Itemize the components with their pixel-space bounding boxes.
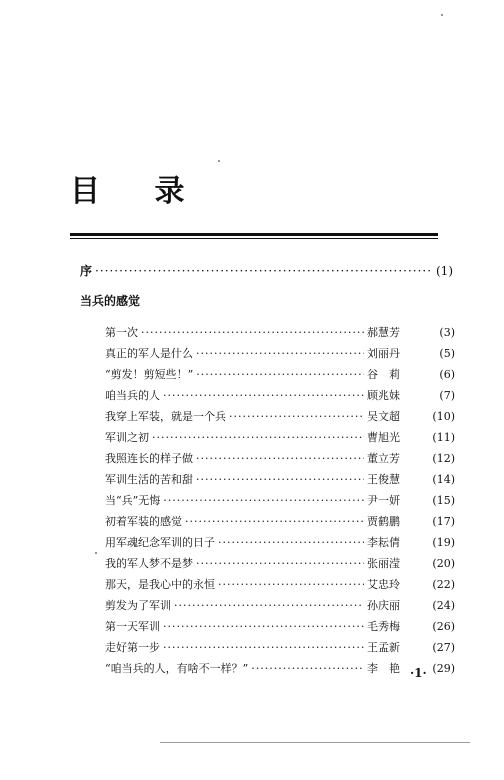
dot-leader	[196, 448, 364, 469]
dot-leader	[251, 658, 364, 679]
entry-page: (12)	[432, 452, 455, 465]
entry-title: 第一天军训	[105, 620, 160, 633]
dot-leader	[152, 427, 364, 448]
entry-title: 当“兵”无悔	[105, 494, 161, 507]
entry-title: 第一次	[105, 326, 138, 339]
entry-page: (26)	[432, 620, 455, 633]
entry-author: 张丽滢	[367, 557, 400, 570]
entry-author: 王俊慧	[367, 473, 400, 486]
entry-title: 军训生活的苦和甜	[105, 473, 193, 486]
entry-page: (20)	[432, 557, 455, 570]
entry-title: “咱当兵的人，有啥不一样？”	[105, 662, 249, 675]
entry-title: 走好第一步	[105, 641, 160, 654]
entry-title: 军训之初	[105, 431, 149, 444]
entry-author: 王孟新	[367, 641, 400, 654]
toc-entry	[105, 511, 455, 532]
entry-title: 剪发为了军训	[105, 599, 171, 612]
dot-leader	[163, 637, 364, 658]
dot-leader	[163, 490, 364, 511]
entry-title: 用军魂纪念军训的日子	[105, 536, 215, 549]
entry-page: (24)	[432, 599, 455, 612]
preface-entry	[80, 263, 453, 279]
preface-page: (1)	[436, 264, 453, 278]
page-title: 目 录	[70, 174, 207, 209]
scan-speck	[95, 552, 97, 554]
toc-entry	[105, 364, 455, 385]
entry-page: (6)	[439, 368, 455, 381]
dot-leader	[196, 343, 364, 364]
entry-title: “剪发！剪短些！”	[105, 368, 194, 381]
entry-page: (27)	[432, 641, 455, 654]
dot-leader	[196, 469, 364, 490]
entry-author: 孙庆丽	[367, 599, 400, 612]
toc-entry	[105, 553, 455, 574]
entry-author: 李 艳	[367, 662, 400, 675]
entry-author: 谷 莉	[367, 368, 400, 381]
entry-author: 毛秀梅	[367, 620, 400, 633]
dot-leader	[163, 616, 364, 637]
entry-page: (17)	[432, 515, 455, 528]
dot-leader	[218, 574, 364, 595]
entry-page: (3)	[439, 326, 455, 339]
entry-author: 尹一妍	[367, 494, 400, 507]
toc-entry	[105, 637, 455, 658]
entry-title: 那天，是我心中的永恒	[105, 578, 215, 591]
entry-author: 顾兆妹	[367, 389, 400, 402]
toc-entry	[105, 595, 455, 616]
entry-author: 艾忠玲	[367, 578, 400, 591]
entry-title: 咱当兵的人	[105, 389, 160, 402]
entry-page: (15)	[432, 494, 455, 507]
toc-entry	[105, 658, 455, 679]
toc-entry	[105, 343, 455, 364]
entry-author: 郝慧芳	[367, 326, 400, 339]
scan-edge-line	[160, 742, 470, 743]
toc-entry	[105, 322, 455, 343]
dot-leader	[163, 385, 364, 406]
entry-author: 董立芳	[367, 452, 400, 465]
toc-entry	[105, 574, 455, 595]
toc-entry	[105, 406, 455, 427]
toc-entry	[105, 469, 455, 490]
entry-page: (10)	[432, 410, 455, 423]
dot-leader	[196, 553, 364, 574]
dot-leader	[185, 511, 364, 532]
toc-entry	[105, 532, 455, 553]
dot-leader	[229, 406, 364, 427]
entry-title: 真正的军人是什么	[105, 347, 193, 360]
title-rule-thin	[70, 238, 438, 239]
entry-page: (19)	[432, 536, 455, 549]
entry-page: (5)	[439, 347, 455, 360]
entry-author: 李耘倩	[367, 536, 400, 549]
entry-page: (29)	[432, 662, 455, 675]
toc-entry	[105, 490, 455, 511]
page-number: ·1·	[410, 666, 427, 680]
toc-entry	[105, 448, 455, 469]
scan-speck	[218, 160, 220, 162]
section-heading: 当兵的感觉	[80, 294, 141, 308]
entry-title: 我穿上军装，就是一个兵	[105, 410, 226, 423]
toc-entry	[105, 385, 455, 406]
entry-author: 曹旭光	[367, 431, 400, 444]
title-rule-thick	[70, 233, 438, 236]
entry-title: 初着军装的感觉	[105, 515, 182, 528]
scan-speck	[441, 14, 443, 16]
entry-page: (7)	[439, 389, 455, 402]
entry-author: 吴文超	[367, 410, 400, 423]
entry-title: 我照连长的样子做	[105, 452, 193, 465]
toc-entry	[105, 616, 455, 637]
dot-leader	[218, 532, 364, 553]
dot-leader	[95, 263, 433, 279]
dot-leader	[141, 322, 364, 343]
entry-page: (11)	[432, 431, 455, 444]
entry-page: (14)	[432, 473, 455, 486]
dot-leader	[196, 364, 364, 385]
entry-page: (22)	[432, 578, 455, 591]
preface-label: 序	[80, 264, 93, 278]
entry-author: 刘丽丹	[367, 347, 400, 360]
toc-entry-list	[105, 322, 455, 679]
toc-entry	[105, 427, 455, 448]
entry-author: 贾鹤鹏	[367, 515, 400, 528]
dot-leader	[174, 595, 364, 616]
entry-title: 我的军人梦不是梦	[105, 557, 193, 570]
